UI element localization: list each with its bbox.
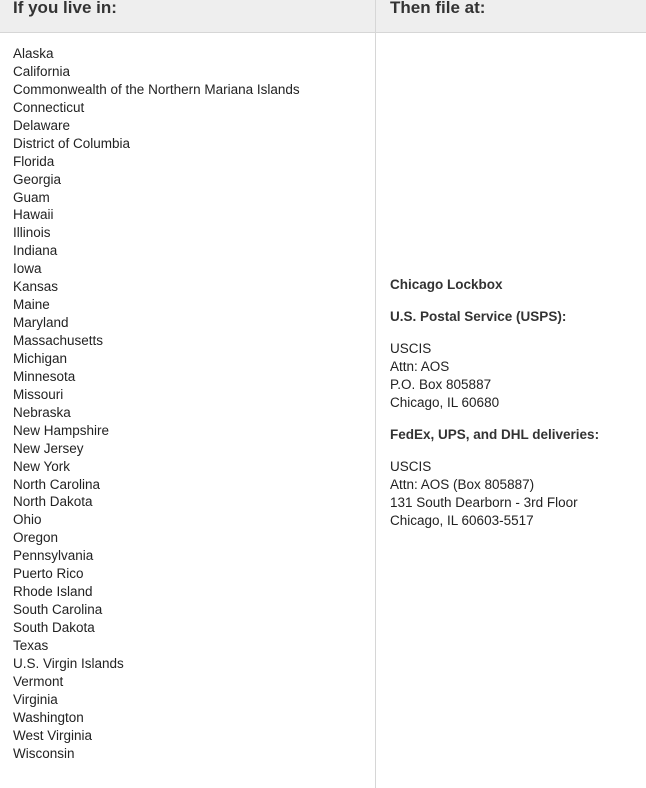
state-item: Minnesota	[13, 368, 76, 384]
state-item: New Hampshire	[13, 422, 110, 438]
state-item: West Virginia	[13, 727, 93, 743]
lockbox-title: Chicago Lockbox	[390, 277, 503, 292]
state-item: Rhode Island	[13, 584, 93, 600]
state-item: Hawaii	[13, 207, 54, 223]
usps-address-line: Chicago, IL 60680	[390, 395, 500, 410]
state-item: Maryland	[13, 315, 69, 331]
state-item: Wisconsin	[13, 745, 75, 761]
state-item: New Jersey	[13, 440, 84, 456]
state-item: Guam	[13, 189, 50, 205]
header-then-file-at: Then file at:	[375, 0, 646, 33]
state-item: Ohio	[13, 512, 42, 528]
usps-address-line: USCIS	[390, 341, 432, 356]
courier-address-line: Chicago, IL 60603-5517	[390, 513, 534, 528]
address-block	[390, 276, 599, 530]
state-item: New York	[13, 458, 71, 474]
state-item: Florida	[13, 153, 55, 169]
state-item: District of Columbia	[13, 135, 131, 151]
state-item: Iowa	[13, 261, 42, 277]
state-item: Kansas	[13, 279, 59, 295]
state-item: Missouri	[13, 386, 64, 402]
usps-address-line: P.O. Box 805887	[390, 377, 492, 392]
state-item: South Dakota	[13, 620, 95, 635]
courier-address-line: Attn: AOS (Box 805887)	[390, 477, 535, 492]
state-item: Georgia	[13, 171, 62, 187]
state-item: Illinois	[13, 225, 51, 241]
state-item: Michigan	[13, 350, 68, 366]
state-item: U.S. Virgin Islands	[13, 655, 124, 671]
state-item: Maine	[13, 297, 50, 313]
state-item: Connecticut	[13, 99, 85, 115]
state-item: Pennsylvania	[13, 548, 94, 564]
state-item: Virginia	[13, 691, 58, 707]
state-item: Vermont	[13, 673, 64, 689]
state-item: Puerto Rico	[13, 566, 84, 582]
state-item: Nebraska	[13, 404, 71, 420]
usps-address	[390, 340, 599, 412]
state-item: Washington	[13, 709, 84, 725]
state-item: Oregon	[13, 530, 59, 546]
address-cell	[375, 33, 646, 788]
state-list	[0, 33, 375, 763]
state-item: South Carolina	[13, 602, 103, 618]
state-item: North Dakota	[13, 494, 93, 510]
courier-address-line: 131 South Dearborn - 3rd Floor	[390, 495, 578, 510]
state-item: Texas	[13, 637, 49, 653]
usps-heading: U.S. Postal Service (USPS):	[390, 309, 567, 324]
courier-address	[390, 458, 599, 530]
state-item: California	[13, 63, 71, 79]
states-cell	[0, 33, 375, 788]
state-item: Alaska	[13, 46, 54, 61]
courier-heading: FedEx, UPS, and DHL deliveries:	[390, 427, 600, 442]
state-item: North Carolina	[13, 476, 101, 492]
state-item: Delaware	[13, 117, 71, 133]
state-item: Massachusetts	[13, 333, 104, 348]
courier-address-line: USCIS	[390, 459, 432, 474]
state-item: Indiana	[13, 243, 58, 259]
usps-address-line: Attn: AOS	[390, 359, 450, 374]
state-item: Commonwealth of the Northern Mariana Islands	[13, 81, 300, 97]
header-if-you-live-in: If you live in:	[0, 0, 375, 33]
